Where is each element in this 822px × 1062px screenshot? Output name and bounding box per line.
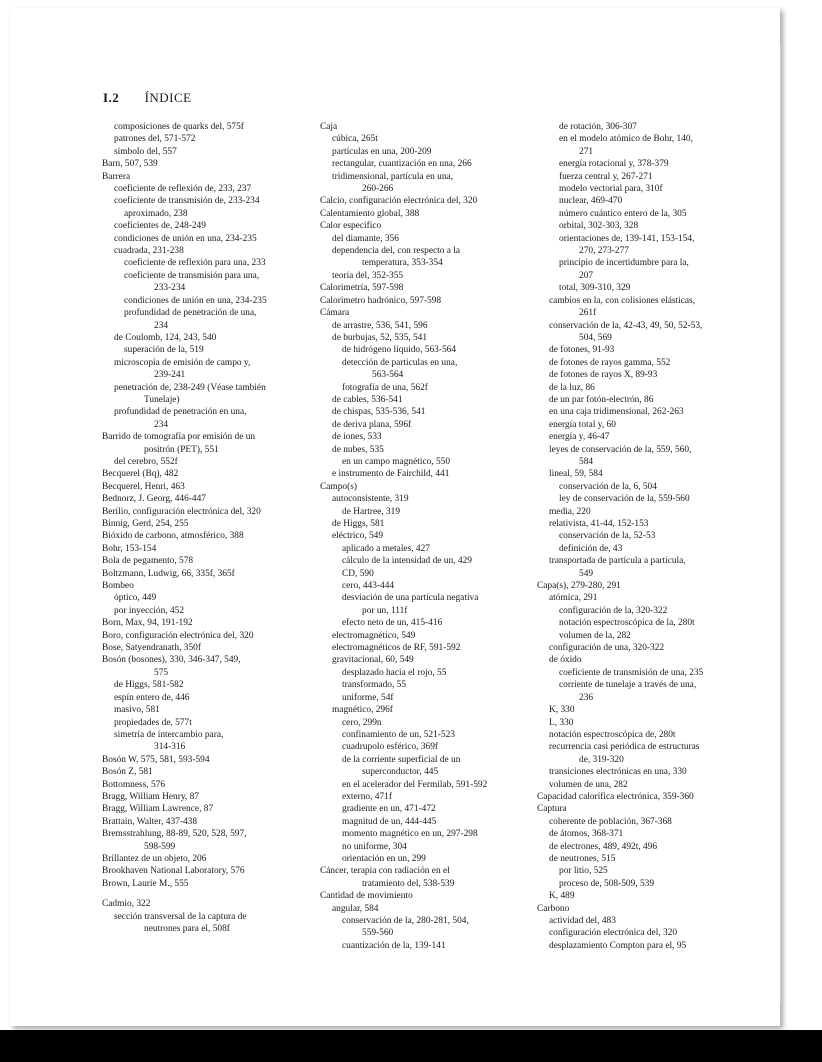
index-entry: Bosón (bosones), 330, 346-347, 549, <box>102 655 241 666</box>
index-subentry: configuración de una, 320-322 <box>549 643 665 654</box>
index-subentry: de electrones, 489, 492t, 496 <box>549 841 658 852</box>
index-entry: Bottomness, 576 <box>102 779 166 790</box>
index-subentry: temperatura, 353-354 <box>362 258 443 269</box>
index-column-1 <box>102 121 310 935</box>
index-subentry: profundidad de penetración de una, <box>124 308 257 319</box>
index-subentry: de la luz, 86 <box>549 382 595 393</box>
index-entry: Calcio, configuración electrónica del, 320 <box>320 196 478 207</box>
index-entry: Barn, 507, 539 <box>102 159 158 170</box>
index-subentry: configuración de la, 320-322 <box>559 605 668 616</box>
index-subentry: transportada de partícula a partícula, <box>549 556 686 567</box>
index-subentry: propiedades de, 577t <box>114 717 192 728</box>
index-subentry: coeficiente de transmisión de, 233-234 <box>114 196 260 207</box>
index-subentry: de rotación, 306-307 <box>559 122 637 132</box>
index-subentry: total, 309-310, 329 <box>559 283 631 294</box>
index-column-3 <box>537 121 745 952</box>
index-entry: Capa(s), 279-280, 291 <box>537 581 621 592</box>
index-subentry: recurrencia casi periódica de estructuras <box>549 742 700 753</box>
index-subentry: notación espectroscópica de, 280t <box>549 729 676 740</box>
index-subentry: 584 <box>579 456 594 467</box>
index-subentry: conservación de la, 52-53 <box>559 531 656 542</box>
index-subentry: gradiente en un, 471-472 <box>342 804 436 815</box>
index-subentry: momento magnético en un, 297-298 <box>342 829 478 840</box>
index-entry: Bióxido de carbono, atmosférico, 388 <box>102 531 244 542</box>
index-subentry: de la corriente superficial de un <box>342 754 461 765</box>
index-subentry: de, 319-320 <box>579 754 624 765</box>
index-entry: Carbono <box>537 903 570 914</box>
index-entry: Cantidad de movimiento <box>320 891 413 902</box>
index-subentry: corriente de tunelaje a través de una, <box>559 680 697 691</box>
index-subentry: de óxido <box>549 655 582 666</box>
index-entry: Berilio, configuración electrónica del, 320 <box>102 506 261 517</box>
index-subentry: transformado, 55 <box>342 680 407 691</box>
index-subentry: 271 <box>579 146 594 157</box>
index-subentry: condiciones de unión en una, 234-235 <box>124 295 267 306</box>
index-subentry: 504, 569 <box>579 332 612 343</box>
index-subentry: de Coulomb, 124, 243, 540 <box>114 332 217 343</box>
index-subentry: de átomos, 368-371 <box>549 829 624 840</box>
index-entry: Brillantez de un objeto, 206 <box>102 853 207 864</box>
index-subentry: 233-234 <box>154 283 186 294</box>
section-gap <box>102 890 310 898</box>
index-subentry: tridimensional, partícula en una, <box>332 171 454 182</box>
index-subentry: magnitud de un, 444-445 <box>342 816 437 827</box>
index-entry: Bohr, 153-154 <box>102 543 157 554</box>
index-entry: Born, Max, 94, 191-192 <box>102 618 193 629</box>
index-entry: Calentamiento global, 388 <box>320 208 420 219</box>
index-subentry: de chispas, 535-536, 541 <box>332 407 426 418</box>
index-subentry: 234 <box>154 419 169 430</box>
index-subentry: neutrones para el, 508f <box>144 924 230 934</box>
index-entry: Bosón Z, 581 <box>102 767 153 778</box>
index-subentry: confinamiento de un, 521-523 <box>342 729 455 740</box>
index-subentry: externo, 471f <box>342 791 392 802</box>
index-subentry: de hidrógeno líquido, 563-564 <box>342 345 457 356</box>
index-subentry: coeficiente de transmisión para una, <box>124 270 260 281</box>
index-subentry: nuclear, 469-470 <box>559 196 623 207</box>
index-subentry: superconductor, 445 <box>362 767 439 778</box>
index-subentry: L, 330 <box>549 717 574 728</box>
index-subentry: de neutrones, 515 <box>549 853 616 864</box>
page-number: I.2 <box>103 90 120 105</box>
index-subentry: relativista, 41-44, 152-153 <box>549 519 649 529</box>
index-entry: Becquerel, Henri, 463 <box>102 481 185 492</box>
index-entry: Cadmio, 322 <box>102 899 151 910</box>
index-subentry: coherente de población, 367-368 <box>549 816 672 827</box>
index-subentry: de fotones de rayos gamma, 552 <box>549 357 671 368</box>
index-subentry: de iones, 533 <box>332 432 382 443</box>
index-subentry: definición de, 43 <box>559 543 623 554</box>
index-entry: Bremsstrahlung, 88-89, 520, 528, 597, <box>102 829 247 840</box>
index-subentry: rectangular, cuantización en una, 266 <box>332 159 472 170</box>
index-subentry: número cuántico entero de la, 305 <box>559 208 687 219</box>
index-subentry: 559-560 <box>362 928 394 939</box>
index-subentry: conservación de la, 6, 504 <box>559 481 657 492</box>
index-subentry: del cerebro, 552f <box>114 456 178 467</box>
index-subentry: 260-266 <box>362 184 394 195</box>
index-subentry: por litio, 525 <box>559 866 608 877</box>
index-entry: Boro, configuración electrónica del, 320 <box>102 630 254 641</box>
index-subentry: de fotones, 91-93 <box>549 345 615 356</box>
index-entry: Barrido de tomografía por emisión de un <box>102 432 256 443</box>
index-subentry: 234 <box>154 320 169 331</box>
index-subentry: 207 <box>579 270 594 281</box>
index-subentry: símbolo del, 557 <box>114 146 177 157</box>
index-subentry: de deriva plana, 596f <box>332 419 412 430</box>
index-subentry: simetría de intercambio para, <box>114 729 224 740</box>
index-entry: Calor específico <box>320 221 382 232</box>
index-subentry: coeficiente de reflexión de, 233, 237 <box>114 184 252 195</box>
index-subentry: condiciones de unión en una, 234-235 <box>114 233 257 244</box>
index-subentry: principio de incertidumbre para la, <box>559 258 689 269</box>
index-entry: Bednorz, J. Georg, 446-447 <box>102 494 206 505</box>
index-subentry: K, 489 <box>549 891 575 902</box>
index-subentry: energía rotacional y, 378-379 <box>559 159 669 170</box>
index-subentry: electromagnético, 549 <box>332 630 416 641</box>
index-subentry: patrones del, 571-572 <box>114 134 196 145</box>
index-subentry: volumen de una, 282 <box>549 779 628 790</box>
index-subentry: cuantización de la, 139-141 <box>342 940 446 951</box>
index-entry: Bosón W, 575, 581, 593-594 <box>102 754 210 765</box>
index-entry: Capacidad calorífica electrónica, 359-360 <box>537 791 694 802</box>
index-subentry: 261f <box>579 308 597 319</box>
index-subentry: configuración electrónica del, 320 <box>549 928 678 939</box>
index-subentry: desviación de una partícula negativa <box>342 593 479 604</box>
index-subentry: uniforme, 54f <box>342 692 394 703</box>
index-entry: Bose, Satyendranath, 350f <box>102 643 201 654</box>
index-subentry: por inyección, 452 <box>114 605 185 616</box>
index-subentry: tratamiento del, 538-539 <box>362 878 455 889</box>
index-subentry: 236 <box>579 692 594 703</box>
index-subentry: de Higgs, 581 <box>332 519 385 529</box>
index-subentry: 314-316 <box>154 742 186 753</box>
index-subentry: profundidad de penetración en una, <box>114 407 247 418</box>
index-subentry: lineal, 59, 584 <box>549 469 603 480</box>
index-subentry: espín entero de, 446 <box>114 692 190 703</box>
index-subentry: coeficientes de, 248-249 <box>114 221 206 232</box>
index-subentry: K, 330 <box>549 705 575 716</box>
index-entry: Brown, Laurie M., 555 <box>102 878 189 889</box>
index-subentry: 598-599 <box>144 841 176 852</box>
index-subentry: del diamante, 356 <box>332 233 399 244</box>
index-subentry: coeficiente de reflexión para una, 233 <box>124 258 266 269</box>
index-subentry: superación de la, 519 <box>124 345 204 356</box>
index-subentry: 563-564 <box>372 370 404 381</box>
index-subentry: en una caja tridimensional, 262-263 <box>549 407 684 418</box>
index-subentry: de Higgs, 581-582 <box>114 680 184 691</box>
index-subentry: e instrumento de Fairchild, 441 <box>332 469 450 480</box>
index-subentry: autoconsistente, 319 <box>332 494 409 505</box>
index-subentry: no uniforme, 304 <box>342 841 407 852</box>
index-subentry: masivo, 581 <box>114 705 160 716</box>
index-subentry: CD, 590 <box>342 568 374 579</box>
index-subentry: orientaciones de, 139-141, 153-154, <box>559 233 695 244</box>
index-subentry: electromagnéticos de RF, 591-592 <box>332 643 461 654</box>
index-subentry: cuadrada, 231-238 <box>114 246 184 257</box>
index-entry: Bragg, William Lawrence, 87 <box>102 804 214 815</box>
index-subentry: composiciones de quarks del, 575f <box>114 122 244 132</box>
index-subentry: detección de partículas en una, <box>342 357 458 368</box>
index-subentry: gravitacional, 60, 549 <box>332 655 414 666</box>
index-subentry: 270, 273-277 <box>579 246 629 257</box>
index-entry: Bragg, William Henry, 87 <box>102 791 199 802</box>
index-subentry: de fotones de rayos X, 89-93 <box>549 370 658 381</box>
index-subentry: Tunelaje) <box>144 394 180 405</box>
bottom-black-bar <box>0 1030 822 1062</box>
index-subentry: media, 220 <box>549 506 591 517</box>
index-subentry: energía total y, 60 <box>549 419 616 430</box>
index-subentry: positrón (PET), 551 <box>144 444 219 455</box>
index-entry: Calorimetría, 597-598 <box>320 283 404 294</box>
index-subentry: 575 <box>154 667 169 678</box>
index-subentry: transiciones electrónicas en una, 330 <box>549 767 687 778</box>
index-entry: Calorímetro hadrónico, 597-598 <box>320 295 442 306</box>
index-subentry: leyes de conservación de la, 559, 560, <box>549 444 692 455</box>
index-subentry: cero, 443-444 <box>342 581 395 592</box>
index-subentry: cuadrupolo esférico, 369f <box>342 742 439 753</box>
index-subentry: en un campo magnético, 550 <box>342 456 451 467</box>
index-subentry: aproximado, 238 <box>124 208 188 219</box>
index-subentry: fotografía de una, 562f <box>342 382 428 393</box>
index-subentry: atómica, 291 <box>549 593 598 604</box>
index-subentry: cero, 299n <box>342 717 382 728</box>
index-subentry: partículas en una, 200-209 <box>332 146 432 157</box>
index-subentry: conservación de la, 280-281, 504, <box>342 916 469 926</box>
index-subentry: coeficiente de transmisión de una, 235 <box>559 667 704 678</box>
index-subentry: notación espectroscópica de la, 280t <box>559 618 695 629</box>
index-entry: Campo(s) <box>320 481 357 492</box>
index-entry: Boltzmann, Ludwig, 66, 335f, 365f <box>102 568 235 579</box>
index-subentry: aplicado a metales, 427 <box>342 543 430 554</box>
index-subentry: sección transversal de la captura de <box>114 911 247 922</box>
index-subentry: orientación en un, 299 <box>342 853 426 864</box>
index-subentry: volumen de la, 282 <box>559 630 631 641</box>
index-subentry: desplazado hacia el rojo, 55 <box>342 667 447 678</box>
index-subentry: óptico, 449 <box>114 593 157 604</box>
index-subentry: de burbujas, 52, 535, 541 <box>332 332 428 343</box>
index-entry: Captura <box>537 804 567 815</box>
index-subentry: de arrastre, 536, 541, 596 <box>332 320 428 331</box>
index-subentry: de cables, 536-541 <box>332 394 403 405</box>
index-entry: Cámara <box>320 308 350 319</box>
index-subentry: cambios en la, con colisiones elásticas, <box>549 295 696 306</box>
index-subentry: de un par fotón-electrón, 86 <box>549 394 654 405</box>
index-subentry: eléctrico, 549 <box>332 531 384 542</box>
index-subentry: energía y, 46-47 <box>549 432 610 443</box>
index-subentry: de nubes, 535 <box>332 444 384 455</box>
index-subentry: dependencia del, con respecto a la <box>332 246 461 257</box>
index-entry: Brattain, Walter, 437-438 <box>102 816 198 827</box>
page-edge-rule <box>780 44 781 1004</box>
index-entry: Bombeo <box>102 581 134 592</box>
index-subentry: por un, 111f <box>362 605 408 616</box>
index-subentry: efecto neto de un, 415-416 <box>342 618 443 629</box>
index-entry: Brookhaven National Laboratory, 576 <box>102 866 245 877</box>
index-column-2 <box>320 121 526 952</box>
index-subentry: magnético, 296f <box>332 705 393 716</box>
index-entry: Bola de pegamento, 578 <box>102 556 194 567</box>
index-subentry: orbital, 302-303, 328 <box>559 221 639 232</box>
index-entry: Becquerel (Bq), 482 <box>102 469 179 480</box>
index-subentry: ley de conservación de la, 559-560 <box>559 494 690 505</box>
index-subentry: penetración de, 238-249 (Véase también <box>114 382 266 393</box>
index-subentry: de Hartree, 319 <box>342 506 401 517</box>
index-subentry: modelo vectorial para, 310f <box>559 184 663 195</box>
index-entry: Cáncer, terapia con radiación en el <box>320 866 450 877</box>
index-subentry: proceso de, 508-509, 539 <box>559 878 655 889</box>
index-entry: Binnig, Gerd, 254, 255 <box>102 519 189 529</box>
index-subentry: 239-241 <box>154 370 186 381</box>
index-entry: Barrera <box>102 171 131 182</box>
index-subentry: conservación de la, 42-43, 49, 50, 52-53, <box>549 320 703 331</box>
index-subentry: 549 <box>579 568 594 579</box>
index-subentry: en el acelerador del Fermilab, 591-592 <box>342 779 488 790</box>
page-title: ÍNDICE <box>144 90 192 105</box>
index-subentry: cúbica, 265t <box>332 134 378 145</box>
index-subentry: fuerza central y, 267-271 <box>559 171 653 182</box>
index-subentry: angular, 584 <box>332 903 379 914</box>
index-subentry: teoría del, 352-355 <box>332 270 404 281</box>
index-subentry: en el modelo atómico de Bohr, 140, <box>559 134 693 145</box>
index-subentry: cálculo de la intensidad de un, 429 <box>342 556 472 567</box>
index-subentry: microscopía de emisión de campo y, <box>114 357 251 368</box>
page-header <box>103 90 192 106</box>
index-entry: Caja <box>320 122 338 132</box>
index-subentry: desplazamiento Compton para el, 95 <box>549 940 687 951</box>
index-subentry: actividad del, 483 <box>549 916 616 926</box>
